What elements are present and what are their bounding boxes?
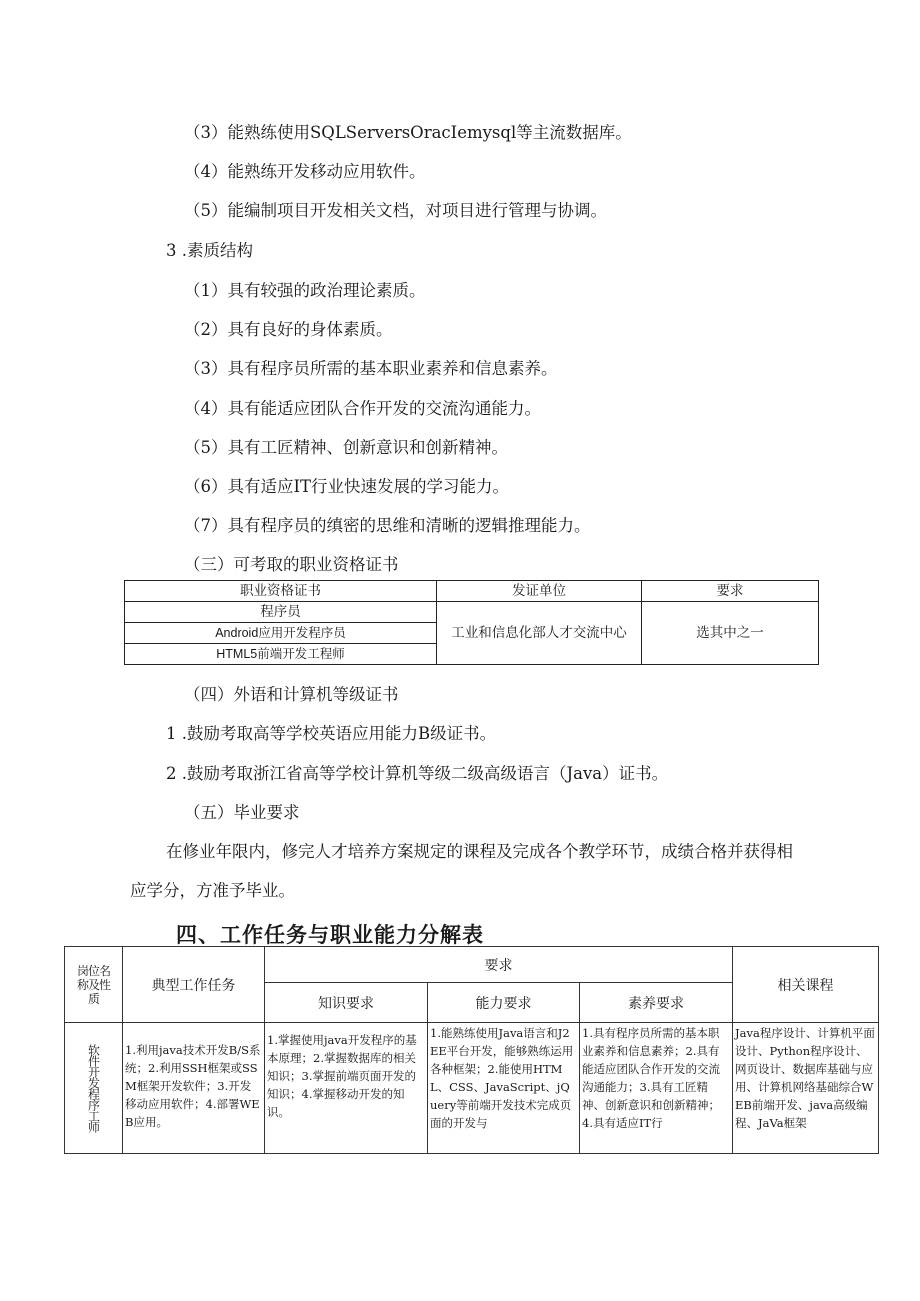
task-table: [64, 946, 879, 1154]
cert-table-header-row: [125, 581, 819, 602]
quality-item-6: （6）具有适应IT行业快速发展的学习能力。: [184, 477, 510, 496]
header-post-text: 岗位名称及性质: [76, 963, 110, 1006]
header-ability: 能力要求: [428, 983, 580, 1023]
quality-item-1: （1）具有较强的政治理论素质。: [184, 281, 426, 300]
post-cell: [65, 1023, 123, 1154]
post-name: 软件开发程序工师: [86, 1044, 101, 1132]
skill-item-4: （4）能熟练开发移动应用软件。: [184, 162, 426, 181]
cert-table: [124, 580, 819, 665]
table-row: [65, 1023, 879, 1154]
cert-header-name: 职业资格证书: [125, 581, 437, 602]
header-post: [65, 947, 123, 1023]
knowledge-cell: 1.掌握使用java开发程序的基本原理；2.掌握数据库的相关知识；3.掌握前端页面开发的知识；4.掌握移动开发的知识。: [265, 1023, 428, 1154]
cert-name: 程序员: [125, 602, 437, 623]
lang-item-1: 1 .鼓励考取高等学校英语应用能力B级证书。: [166, 724, 497, 743]
cert-row: [125, 602, 819, 623]
cert-name: Android应用开发程序员: [125, 623, 437, 644]
quality-item-7: （7）具有程序员的缜密的思维和清晰的逻辑推理能力。: [184, 516, 591, 535]
quality-heading: 3 .素质结构: [166, 241, 253, 260]
quality-cell: 1.具有程序员所需的基本职业素养和信息素养；2.具有能适应团队合作开发的交流沟通能力；3.具有工匠精神、创新意识和创新精神；4.具有适应IT行: [580, 1023, 733, 1154]
cert-name: HTML5前端开发工程师: [125, 644, 437, 665]
header-knowledge: 知识要求: [265, 983, 428, 1023]
header-requirements: 要求: [265, 947, 733, 983]
grad-heading: （五）毕业要求: [184, 803, 300, 822]
lang-heading: （四）外语和计算机等级证书: [184, 685, 399, 704]
skill-item-5: （5）能编制项目开发相关文档，对项目进行管理与协调。: [184, 201, 607, 220]
tasks-cell: 1.利用java技术开发B/S系统；2.利用SSH框架或SSM框架开发软件；3.开发移动应用软件；4.部署WEB应用。: [123, 1023, 265, 1154]
quality-item-2: （2）具有良好的身体素质。: [184, 320, 393, 339]
quality-item-5: （5）具有工匠精神、创新意识和创新精神。: [184, 438, 508, 457]
ability-cell: 1.能熟练使用Java语言和J2EE平台开发，能够熟练运用各种框架；2.能使用HTML、CSS、JavaScript、jQuery等前端开发技术完成页面的开发与: [428, 1023, 580, 1154]
header-quality: 素养要求: [580, 983, 733, 1023]
lang-item-2: 2 .鼓励考取浙江省高等学校计算机等级二级高级语言（Java）证书。: [166, 764, 669, 783]
skill-item-3: （3）能熟练使用SQLServersOracIemysql等主流数据库。: [184, 123, 632, 142]
grad-text-line-1: 在修业年限内，修完人才培养方案规定的课程及完成各个教学环节，成绩合格并获得相: [166, 842, 793, 861]
task-header-row-1: [65, 947, 879, 983]
cert-header-requirement: 要求: [642, 581, 819, 602]
header-courses: 相关课程: [733, 947, 879, 1023]
courses-cell: Java程序设计、计算机平面设计、Python程序设计、网页设计、数据库基础与应用、计算机网络基础综合WEB前端开发、java高级编程、JaVa框架: [733, 1023, 879, 1154]
quality-item-4: （4）具有能适应团队合作开发的交流沟通能力。: [184, 399, 541, 418]
cert-requirement: 选其中之一: [642, 602, 819, 665]
cert-heading: （三）可考取的职业资格证书: [184, 555, 399, 574]
section-4-title: 四、工作任务与职业能力分解表: [176, 923, 484, 947]
quality-item-3: （3）具有程序员所需的基本职业素养和信息素养。: [184, 359, 558, 378]
header-task: 典型工作任务: [123, 947, 265, 1023]
cert-issuer: 工业和信息化部人才交流中心: [437, 602, 642, 665]
cert-header-issuer: 发证单位: [437, 581, 642, 602]
grad-text-line-2: 应学分，方准予毕业。: [130, 881, 295, 900]
